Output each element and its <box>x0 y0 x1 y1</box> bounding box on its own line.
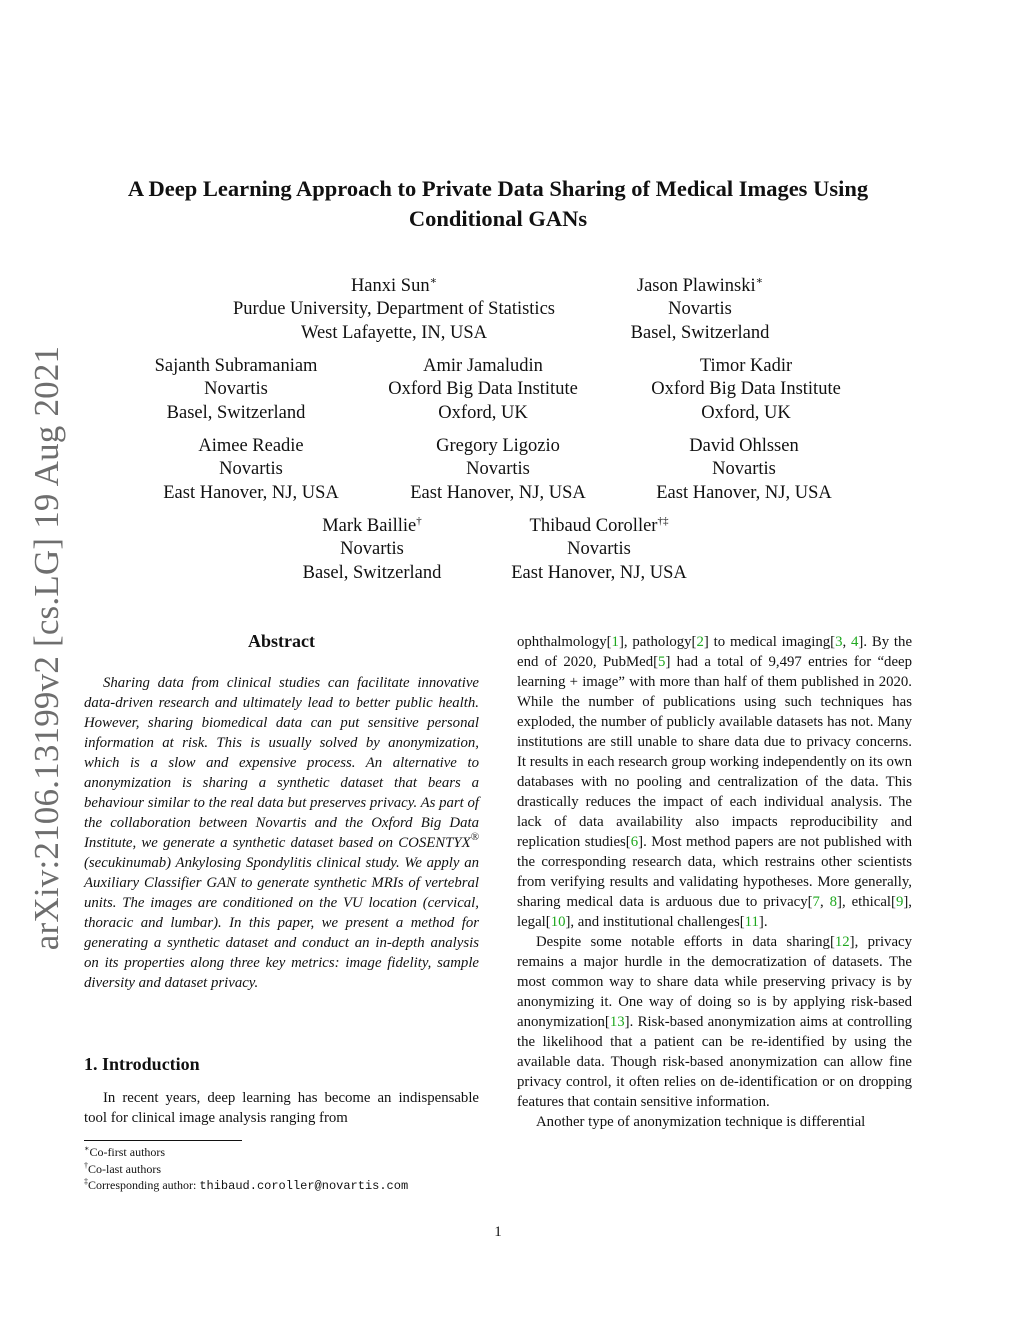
author-name: David Ohlssen <box>689 436 799 456</box>
footnote <box>84 1161 408 1178</box>
author-location: Basel, Switzerland <box>630 322 770 343</box>
body-text: ]. By the end of 2020, PubMed[ <box>517 634 913 670</box>
author-name: Timor Kadir <box>699 356 793 376</box>
author-location: East Hanover, NJ, USA <box>511 562 687 583</box>
footnote <box>84 1177 408 1195</box>
author-name: Hanxi Sun <box>350 276 430 296</box>
author-affiliation: Oxford Big Data Institute <box>388 379 578 400</box>
author-block <box>163 435 339 505</box>
author-name: Thibaud Coroller <box>529 516 658 536</box>
author-location: East Hanover, NJ, USA <box>410 482 586 503</box>
author-mark: ∗ <box>429 275 438 287</box>
citation-link[interactable]: 12 <box>834 934 850 950</box>
citation-link[interactable]: 6 <box>630 834 639 850</box>
author-name: Gregory Ligozio <box>436 436 560 456</box>
footnote-text: Co-last authors <box>88 1161 161 1176</box>
citation-link[interactable]: 10 <box>550 914 566 930</box>
citation-link[interactable]: 9 <box>895 894 904 910</box>
body-text: ]. Risk-based anonymization aims at controlling the likelihood that a patient can be re-identified by using the available data. Though risk-based anonymization can allow fine privacy control, it often relies on de-identification or on dropping features that contain sensitive information. <box>517 1014 912 1110</box>
author-location: Basel, Switzerland <box>302 562 442 583</box>
footnote-mark: † <box>84 1160 88 1170</box>
author-affiliation: Novartis <box>712 459 776 480</box>
right-column <box>517 632 912 1132</box>
title-line-1: A Deep Learning Approach to Private Data Sharing of Medical Images Using <box>127 176 869 201</box>
footnotes <box>84 1144 408 1195</box>
body-paragraph <box>517 632 912 932</box>
page-number: 1 <box>494 1224 502 1240</box>
author-location: East Hanover, NJ, USA <box>656 482 832 503</box>
author-block <box>410 435 586 505</box>
author-affiliation: Purdue University, Department of Statistics <box>233 299 555 320</box>
footnote-text: Corresponding author: <box>88 1178 200 1192</box>
paper-title <box>60 174 936 234</box>
author-block <box>388 355 578 425</box>
footnote-mark: ∗ <box>84 1144 90 1153</box>
author-affiliation: Oxford Big Data Institute <box>651 379 841 400</box>
abstract-body <box>84 673 479 993</box>
author-location: East Hanover, NJ, USA <box>163 482 339 503</box>
footnote-text: Co-first authors <box>89 1145 166 1159</box>
author-block <box>511 515 687 585</box>
author-name: Aimee Readie <box>198 436 304 456</box>
author-block <box>651 355 841 425</box>
author-affiliation: Novartis <box>219 459 283 480</box>
registered-mark: ® <box>470 831 479 843</box>
author-block <box>656 435 832 505</box>
author-affiliation: Novartis <box>204 379 268 400</box>
author-block <box>303 515 442 585</box>
introduction-heading: 1. Introduction <box>84 1054 200 1074</box>
body-text: Despite some notable efforts in data sharing[ <box>536 934 835 950</box>
citation-link[interactable]: 7 <box>812 894 820 910</box>
footnote-divider <box>84 1140 242 1141</box>
author-name: Sajanth Subramaniam <box>154 356 318 376</box>
footnote <box>84 1144 408 1161</box>
author-affiliation: Novartis <box>340 539 404 560</box>
author-mark: ∗ <box>755 275 764 287</box>
citation-link[interactable]: 3 <box>835 634 843 650</box>
citation-link[interactable]: 1 <box>611 634 619 650</box>
abstract-text: Sharing data from clinical studies can facilitate innovative data-driven research and ultimately lead to better public health. However, sharing biomedical data can put sensitive personal information at risk. This is usually solved by anonymization, which is a slow and expensive process. An alternative to anonymization is sharing a synthetic dataset that bears a behaviour similar to the real data but preserves privacy. As part of the collaboration between Novartis and the Oxford Big Data Institute, we generate a synthetic dataset based on COSENTYX <box>84 675 479 851</box>
introduction-paragraph: In recent years, deep learning has become an indispensable tool for clinical image analysis ranging from <box>84 1090 479 1126</box>
title-line-2: Conditional GANs <box>408 206 588 231</box>
author-name: Mark Baillie <box>322 516 417 536</box>
body-text: ophthalmology[ <box>517 634 612 650</box>
author-location: Oxford, UK <box>701 402 791 423</box>
abstract-text-continued: (secukinumab) Ankylosing Spondylitis clinical study. We apply an Auxiliary Classifier GAN to generate synthetic MRIs of vertebral units. The images are conditioned on the VU location (cervical, thoracic and lumbar). In this paper, we present a method for generating a synthetic dataset and conduct an in-depth analysis on its properties along three key metrics: image fidelity, sample diversity and dataset privacy. <box>84 855 479 991</box>
author-affiliation: Novartis <box>567 539 631 560</box>
corresponding-email: thibaud.coroller@novartis.com <box>199 1179 409 1193</box>
body-text: ], ethical[ <box>837 894 896 910</box>
body-text: ] had a total of 9,497 entries for “deep learning + image” with more than half of them published in 2020. While the number of publications using such techniques has exploded, the number of publicly available datasets has not. Many institutions are still unable to share data due to privacy concerns. It results in each research group working independently on its own databases with no pooling and centralization of the data. This drastically reduces the impact of each individual analysis. The lack of data availability also impacts reproducibility and replication studies[ <box>517 654 912 850</box>
citation-link[interactable]: 5 <box>658 654 666 670</box>
citation-link[interactable]: 11 <box>744 914 759 930</box>
abstract-heading: Abstract <box>248 631 315 651</box>
author-mark: †‡ <box>657 515 669 527</box>
body-text: ], privacy remains a major hurdle in the democratization of datasets. The most common way to share data while preserving privacy is by anonymizing it. One way of doing so is by applying risk-based anonymization[ <box>517 934 912 1030</box>
body-text: ], legal[ <box>517 894 912 930</box>
author-name: Amir Jamaludin <box>423 356 543 376</box>
body-text: ]. <box>758 914 768 930</box>
body-paragraph <box>517 932 912 1112</box>
body-text: ], and institutional challenges[ <box>565 914 745 930</box>
author-block <box>155 355 318 425</box>
body-text: ] to medical imaging[ <box>703 634 836 650</box>
body-text: , <box>819 894 830 910</box>
author-location: Basel, Switzerland <box>166 402 306 423</box>
citation-link[interactable]: 2 <box>696 634 704 650</box>
citation-link[interactable]: 8 <box>829 894 838 910</box>
author-location: West Lafayette, IN, USA <box>300 322 488 343</box>
footnote-mark: ‡ <box>84 1177 88 1186</box>
body-text: ]. Most method papers are not published with the corresponding research data, which restrains other scientists from verifying results and validating hypotheses. More generally, sharing medical data is arduous due to privacy[ <box>517 834 913 910</box>
body-text: ], pathology[ <box>618 634 697 650</box>
citation-link[interactable]: 4 <box>851 634 859 650</box>
author-block <box>233 275 555 345</box>
author-affiliation: Novartis <box>466 459 530 480</box>
body-paragraph: Another type of anonymization technique is differential <box>536 1114 866 1130</box>
author-block <box>631 275 770 345</box>
body-text: , <box>842 634 851 650</box>
arxiv-identifier: arXiv:2106.13199v2 [cs.LG] 19 Aug 2021 <box>27 345 66 951</box>
author-location: Oxford, UK <box>438 402 528 423</box>
author-affiliation: Novartis <box>668 299 732 320</box>
author-name: Jason Plawinski <box>636 276 756 296</box>
citation-link[interactable]: 13 <box>609 1014 625 1030</box>
author-mark: † <box>416 515 422 527</box>
